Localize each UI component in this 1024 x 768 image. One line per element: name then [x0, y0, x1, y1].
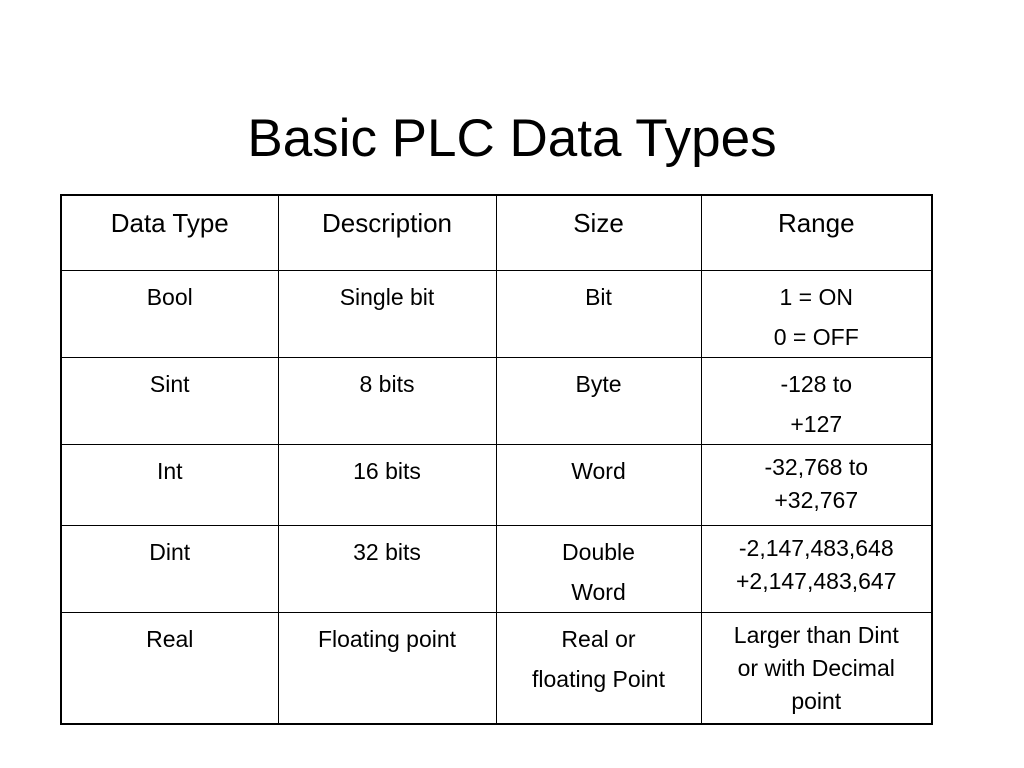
cell-text: +127: [790, 410, 843, 437]
cell-text: Floating point: [317, 625, 457, 652]
table-row: [61, 444, 932, 525]
cell-data-type: [61, 444, 278, 525]
cell-range: [701, 444, 932, 525]
cell-size: [496, 612, 701, 724]
cell-text: Bit: [585, 283, 612, 310]
cell-size: [496, 444, 701, 525]
cell-text: -128 to: [780, 370, 853, 397]
cell-range: [701, 525, 932, 612]
cell-range: [701, 270, 932, 357]
cell-text: Double: [562, 538, 635, 565]
cell-text: or with Decimal: [737, 654, 895, 681]
cell-text: floating Point: [532, 665, 665, 692]
table-row: [61, 270, 932, 357]
table-header-row: [61, 195, 932, 270]
cell-text: Real: [146, 625, 194, 652]
cell-text: +2,147,483,647: [735, 567, 897, 594]
cell-size: [496, 357, 701, 444]
cell-description: [278, 612, 496, 724]
cell-description: [278, 270, 496, 357]
cell-text: Word: [571, 457, 626, 484]
cell-size: [496, 270, 701, 357]
cell-range: [701, 612, 932, 724]
cell-data-type: [61, 270, 278, 357]
cell-description: [278, 444, 496, 525]
slide-title: Basic PLC Data Types: [247, 109, 777, 168]
header-data-type: Data Type: [61, 195, 278, 270]
cell-text: -32,768 to: [764, 453, 869, 480]
header-size: Size: [496, 195, 701, 270]
cell-text: 8 bits: [359, 370, 415, 397]
cell-data-type: [61, 357, 278, 444]
cell-data-type: [61, 525, 278, 612]
cell-description: [278, 525, 496, 612]
cell-text: 0 = OFF: [773, 323, 859, 350]
cell-description: [278, 357, 496, 444]
cell-text: Word: [571, 578, 626, 605]
cell-text: 16 bits: [353, 457, 421, 484]
cell-text: +32,767: [774, 486, 859, 513]
cell-text: Int: [156, 457, 183, 484]
table-row: [61, 525, 932, 612]
cell-text: point: [791, 687, 842, 714]
cell-text: Single bit: [339, 283, 435, 310]
cell-text: 1 = ON: [779, 283, 853, 310]
header-range: Range: [701, 195, 932, 270]
cell-text: Byte: [575, 370, 622, 397]
cell-text: Larger than Dint: [733, 621, 899, 648]
table-row: [61, 357, 932, 444]
cell-text: Bool: [146, 283, 193, 310]
cell-size: [496, 525, 701, 612]
header-description: Description: [278, 195, 496, 270]
cell-range: [701, 357, 932, 444]
data-types-table: [60, 194, 933, 725]
cell-text: 32 bits: [353, 538, 421, 565]
table-row: [61, 612, 932, 724]
cell-text: -2,147,483,648: [738, 534, 894, 561]
cell-text: Dint: [149, 538, 191, 565]
cell-text: Sint: [149, 370, 190, 397]
cell-text: Real or: [561, 625, 636, 652]
cell-data-type: [61, 612, 278, 724]
